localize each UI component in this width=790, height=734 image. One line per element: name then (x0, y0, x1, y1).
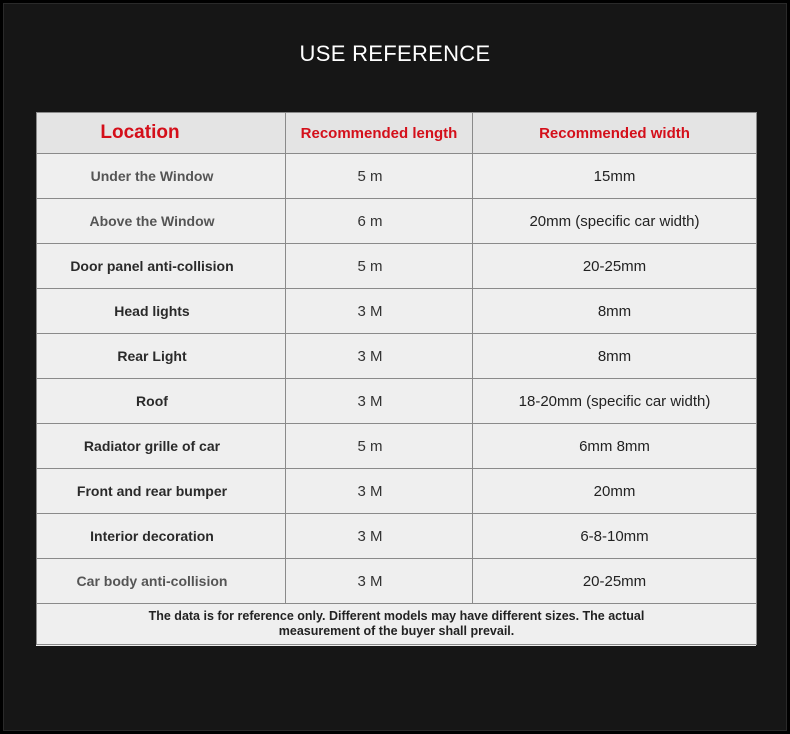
reference-table (36, 112, 757, 645)
location-cell: Front and rear bumper (37, 469, 286, 514)
header-row (37, 113, 757, 154)
reference-note: The data is for reference only. Different models may have different sizes. The actual measurement of the buyer shall prevail. (37, 604, 757, 645)
table-row (37, 244, 757, 289)
length-cell: 3 M (286, 514, 473, 559)
location-cell: Car body anti-collision (37, 559, 286, 604)
width-cell: 20mm (specific car width) (473, 199, 757, 244)
width-cell: 6mm 8mm (473, 424, 757, 469)
reference-table-container (36, 112, 756, 646)
table-row (37, 469, 757, 514)
header-length: Recommended length (286, 113, 473, 154)
table-row (37, 379, 757, 424)
length-cell: 5 m (286, 244, 473, 289)
width-cell: 18-20mm (specific car width) (473, 379, 757, 424)
location-cell: Rear Light (37, 334, 286, 379)
table-row (37, 199, 757, 244)
length-cell: 3 M (286, 289, 473, 334)
length-cell: 3 M (286, 334, 473, 379)
table-row (37, 514, 757, 559)
location-cell: Interior decoration (37, 514, 286, 559)
location-cell: Above the Window (37, 199, 286, 244)
length-cell: 6 m (286, 199, 473, 244)
width-cell: 20-25mm (473, 244, 757, 289)
width-cell: 8mm (473, 289, 757, 334)
width-cell: 8mm (473, 334, 757, 379)
width-cell: 15mm (473, 154, 757, 199)
page-title: USE REFERENCE (299, 41, 491, 66)
table-row (37, 289, 757, 334)
location-cell: Under the Window (37, 154, 286, 199)
length-cell: 3 M (286, 469, 473, 514)
length-cell: 5 m (286, 154, 473, 199)
note-row (37, 604, 757, 645)
table-row (37, 334, 757, 379)
length-cell: 3 M (286, 379, 473, 424)
width-cell: 6-8-10mm (473, 514, 757, 559)
length-cell: 3 M (286, 559, 473, 604)
location-cell: Head lights (37, 289, 286, 334)
table-row (37, 424, 757, 469)
width-cell: 20-25mm (473, 559, 757, 604)
location-cell: Radiator grille of car (37, 424, 286, 469)
header-width: Recommended width (473, 113, 757, 154)
width-cell: 20mm (473, 469, 757, 514)
location-cell: Roof (37, 379, 286, 424)
table-row (37, 559, 757, 604)
location-cell: Door panel anti-collision (37, 244, 286, 289)
table-row (37, 154, 757, 199)
header-location: Location (37, 113, 286, 154)
length-cell: 5 m (286, 424, 473, 469)
